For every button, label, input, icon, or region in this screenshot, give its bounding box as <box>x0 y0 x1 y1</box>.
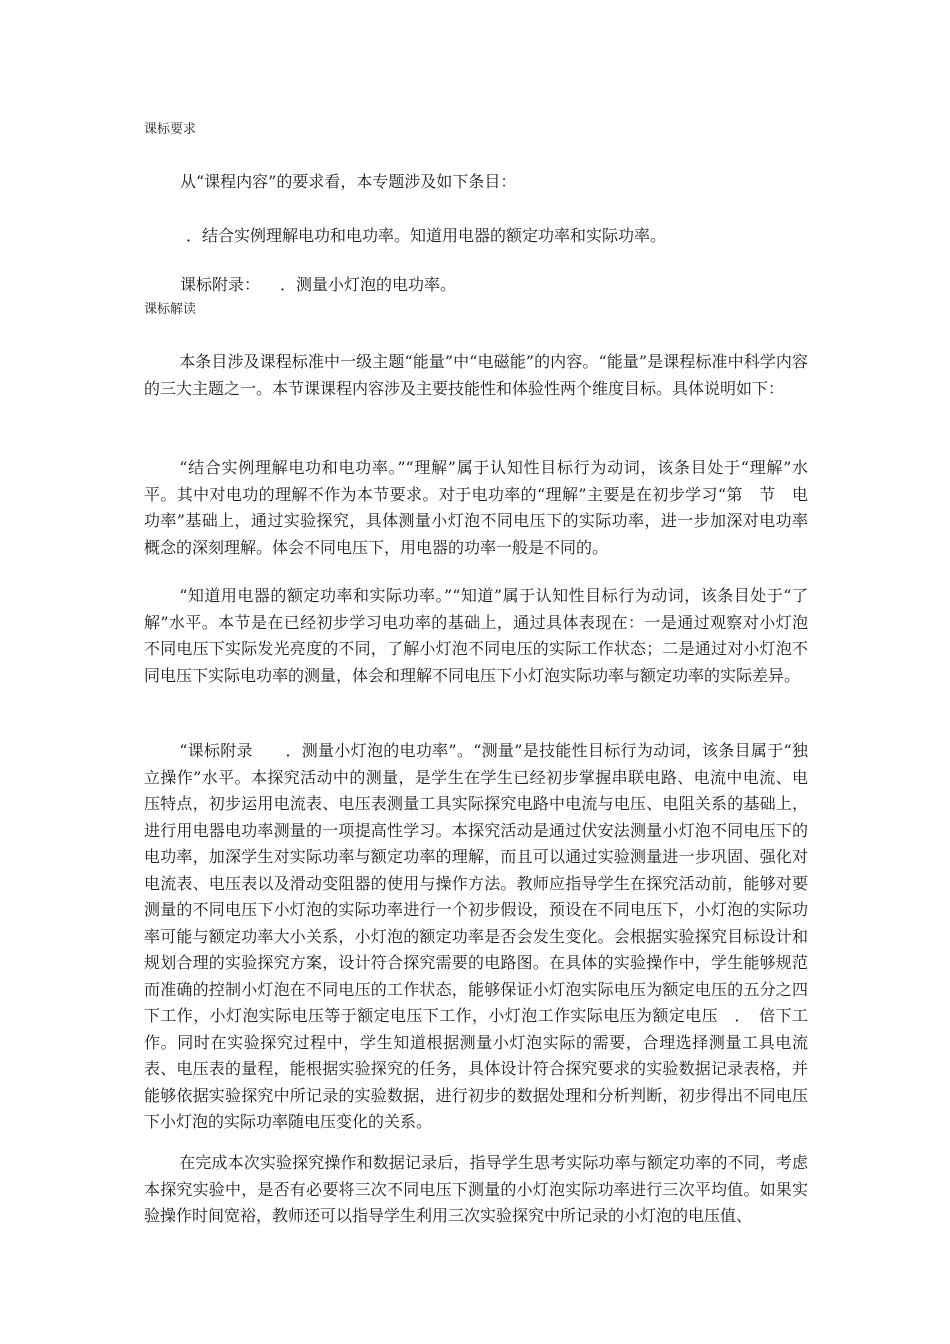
appendix-label: 课标附录： <box>180 275 261 294</box>
interpretation-paragraph-1: 本条目涉及课程标准中一级主题“能量”中“电磁能”的内容。“能量”是课程标准中科学内容的三大主题之一。本节课课程内容涉及主要技能性和体验性两个维度目标。具体说明如下： <box>144 352 808 398</box>
interpretation-paragraph-5: 在完成本次实验探究操作和数据记录后，指导学生思考实际功率与额定功率的不同，考虑本探究实验中，是否有必要将三次不同电压下测量的小灯泡实际功率进行三次平均值。如果实验操作时间宽裕，教师还可以指导学生利用三次实验探究中所记录的小灯泡的电压值、 <box>144 1153 808 1225</box>
requirement-item-1: ．结合实例理解电功和电功率。知道用电器的额定功率和实际功率。 <box>186 226 667 245</box>
interpretation-paragraph-2: “结合实例理解电功和电功率。”“理解”属于认知性目标行为动词，该条目处于“理解”水平。其中对电功的理解不作为本节要求。对于电功率的“理解”主要是在初步学习“第 节 电功率”基础上，通过实验探究，具体测量小灯泡不同电压下的实际功率，进一步加深对电功率概念的深刻理解。体会不同电压下，用电器的功率一般是不同的。 <box>144 458 808 557</box>
section-heading-requirements: 课标要求 <box>144 122 197 137</box>
section-heading-interpretation: 课标解读 <box>144 302 197 317</box>
interpretation-paragraph-4: “课标附录 ．测量小灯泡的电功率”。“测量”是技能性目标行为动词，该条目属于“独立操作”水平。本探究活动中的测量，是学生在学生已经初步掌握串联电路、电流中电流、电压特点，初步运用电流表、电压表测量工具实际探究电路中电流与电压、电阻关系的基础上，进行用电器电功率测量的一项提高性学习。本探究活动是通过伏安法测量小灯泡不同电压下的电功率，加深学生对实际功率与额定功率的理解，而且可以通过实验测量进一步巩固、强化对电流表、电压表以及滑动变阻器的使用与操作方法。教师应指导学生在探究活动前，能够对要测量的不同电压下小灯泡的实际功率进行一个初步假设，预设在不同电压下，小灯泡的实际功率可能与额定功率大小关系，小灯泡的额定功率是否会发生变化。会根据实验探究目标设计和规划合理的实验探究方案，设计符合探究需要的电路图。在具体的实验操作中，学生能够规范而准确的控制小灯泡在不同电压的工作状态，能够保证小灯泡实际电压为额定电压的五分之四下工作，小灯泡实际电压等于额定电压下工作，小灯泡工作实际电压为额定电压 ． 倍下工作。同时在实验探究过程中，学生知道根据测量小灯泡实际的需要，合理选择测量工具电流表、电压表的量程，能根据实验探究的任务，具体设计符合探究要求的实验数据记录表格，并能够依据实验探究中所记录的实验数据，进行初步的数据处理和分析判断，初步得出不同电压下小灯泡的实际功率随电压变化的关系。 <box>144 741 808 1131</box>
appendix-item: ．测量小灯泡的电功率。 <box>280 275 457 294</box>
interpretation-paragraph-3: “知道用电器的额定功率和实际功率。”“知道”属于认知性目标行为动词，该条目处于“了解”水平。本节是在已经初步学习电功率的基础上，通过具体表现在：一是通过观察对小灯泡不同电压下实际发光亮度的不同，了解小灯泡不同电压的实际工作状态；二是通过对小灯泡不同电压下实际电功率的测量，体会和理解不同电压下小灯泡实际功率与额定功率的实际差异。 <box>144 586 808 685</box>
requirements-intro: 从“课程内容”的要求看，本专题涉及如下条目： <box>180 172 517 191</box>
